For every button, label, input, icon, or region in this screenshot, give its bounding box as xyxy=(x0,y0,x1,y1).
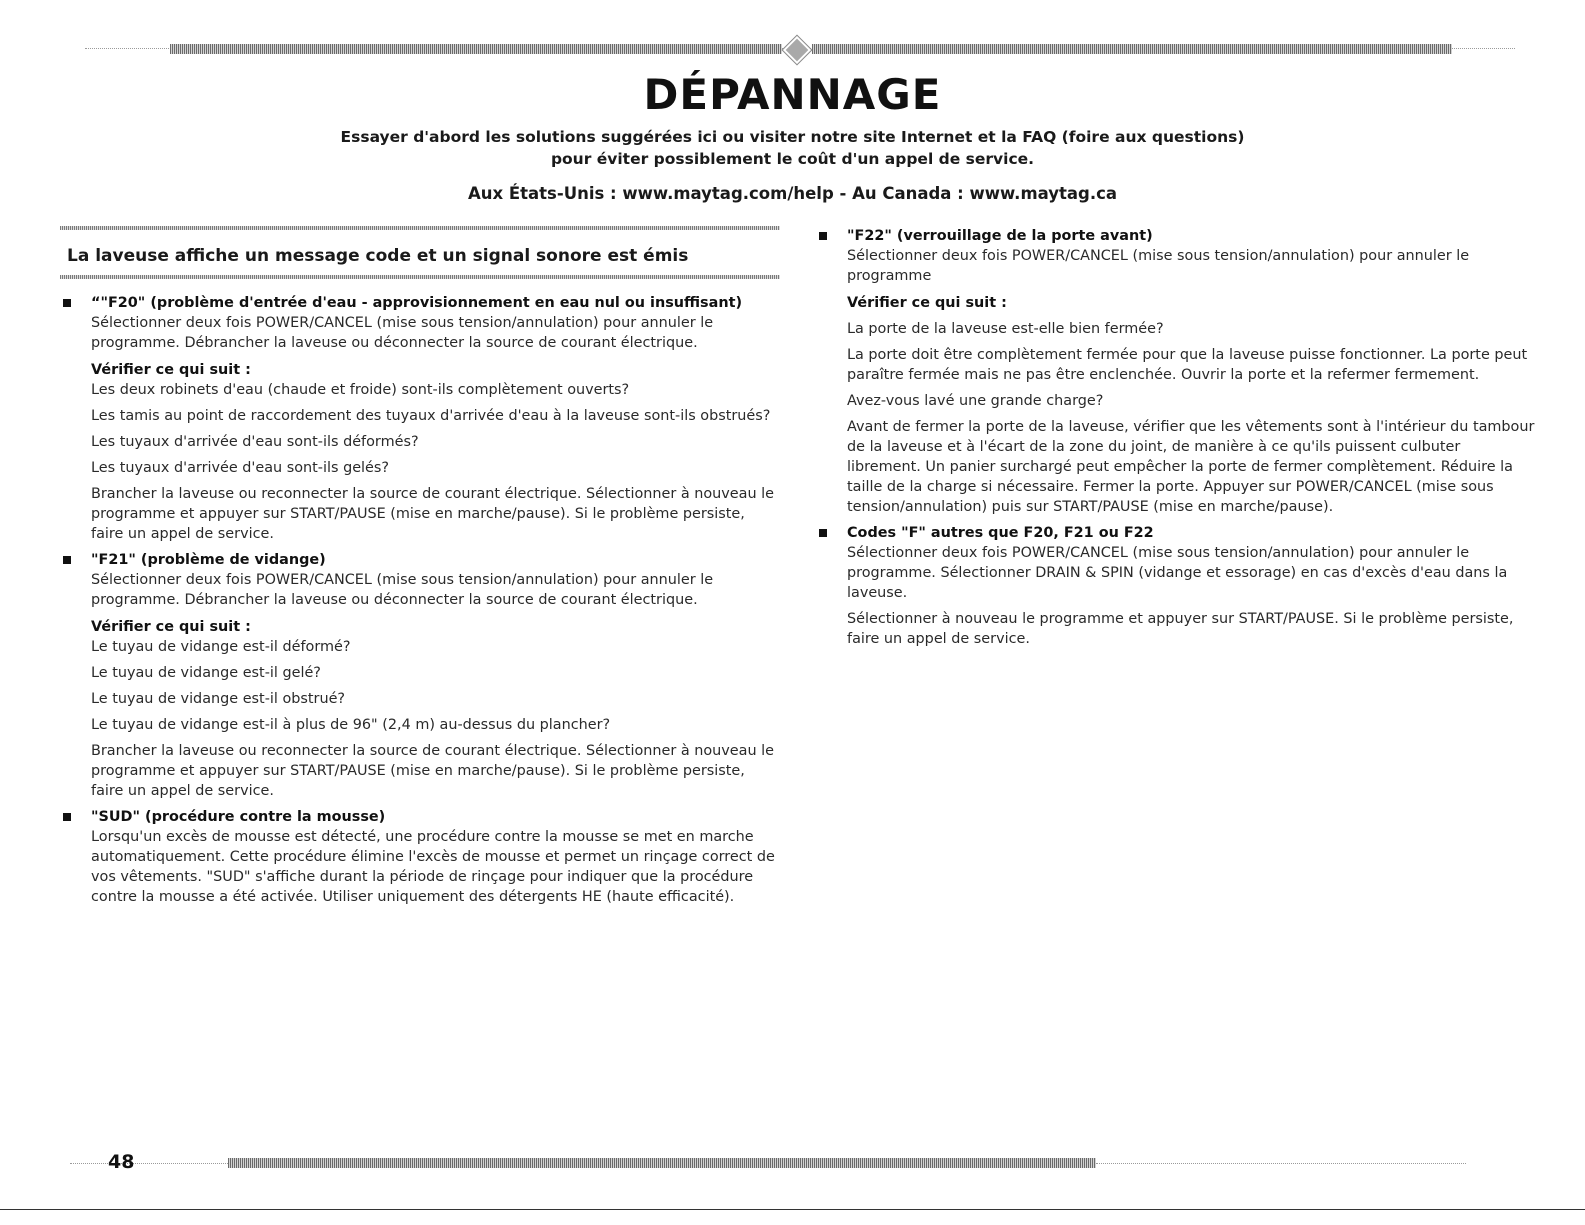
item-title: Codes "F" autres que F20, F21 ou F22 xyxy=(847,525,1154,541)
check-title: Vérifier ce qui suit : xyxy=(91,619,251,635)
intro-line-2: pour éviter possiblement le coût d'un appel de service. xyxy=(550,150,1035,168)
check-line: Le tuyau de vidange est-il gelé? xyxy=(91,665,321,681)
page-title: DÉPANNAGE xyxy=(643,70,942,119)
footer-dotted-rule-left xyxy=(70,1163,230,1164)
check-line: La porte de la laveuse est-elle bien fermée? xyxy=(847,321,1164,337)
item-intro: Sélectionner deux fois POWER/CANCEL (mise sous tension/annulation) pour annuler le programme xyxy=(847,248,1470,284)
error-item-f21 xyxy=(60,550,780,801)
item-title: "SUD" (procédure contre la mousse) xyxy=(91,809,386,825)
item-intro: Lorsqu'un excès de mousse est détecté, une procédure contre la mousse se met en marche automatiquement. Cette procédure élimine l'excès de mousse et permet un rinçage correct de vos vêtements. "SUD" s'affiche durant la période de rinçage pour indiquer que la procédure contre la mousse a été activée. Utiliser uniquement des détergents HE (haute efficacité). xyxy=(91,829,775,905)
intro-text xyxy=(0,126,1585,170)
square-bullet-icon xyxy=(63,813,71,821)
square-bullet-icon xyxy=(819,232,827,240)
check-line: Avant de fermer la porte de la laveuse, vérifier que les vêtements sont à l'intérieur du tambour de la laveuse et à l'écart de la zone du joint, de manière à ce qu'ils puissent culbuter librement. Un panier surchargé peut empêcher la porte de fermer complètement. Réduire la taille de la charge si nécessaire. Fermer la porte. Appuyer sur POWER/CANCEL (mise sous tension/annulation) puis sur START/PAUSE (mise en marche/pause). xyxy=(847,419,1535,515)
check-line: Brancher la laveuse ou reconnecter la source de courant électrique. Sélectionner à nouveau le programme et appuyer sur START/PAUSE (mise en marche/pause). Si le problème persiste, faire un appel de service. xyxy=(91,486,775,542)
support-links: Aux États-Unis : www.maytag.com/help - Au Canada : www.maytag.ca xyxy=(467,184,1118,203)
error-item-other-f-codes xyxy=(816,523,1536,649)
header-diamond-ornament xyxy=(783,36,811,64)
header-band-left xyxy=(170,44,782,54)
square-bullet-icon xyxy=(63,556,71,564)
section-title: La laveuse affiche un message code et un signal sonore est émis xyxy=(67,246,689,266)
right-column xyxy=(816,226,1536,655)
item-title: “"F20" (problème d'entrée d'eau - approvisionnement en eau nul ou insuffisant) xyxy=(91,295,743,311)
check-line: La porte doit être complètement fermée pour que la laveuse puisse fonctionner. La porte peut paraître fermée mais ne pas être enclenchée. Ouvrir la porte et la refermer fermement. xyxy=(847,347,1528,383)
item-title: "F21" (problème de vidange) xyxy=(91,552,326,568)
check-line: Le tuyau de vidange est-il à plus de 96" (2,4 m) au-dessus du plancher? xyxy=(91,717,611,733)
footer-dotted-rule-right xyxy=(1096,1163,1466,1164)
check-title: Vérifier ce qui suit : xyxy=(847,295,1007,311)
item-intro: Sélectionner deux fois POWER/CANCEL (mise sous tension/annulation) pour annuler le programme. Débrancher la laveuse ou déconnecter la source de courant électrique. xyxy=(91,315,714,351)
check-line: Brancher la laveuse ou reconnecter la source de courant électrique. Sélectionner à nouveau le programme et appuyer sur START/PAUSE (mise en marche/pause). Si le problème persiste, faire un appel de service. xyxy=(91,743,775,799)
check-line: Le tuyau de vidange est-il déformé? xyxy=(91,639,351,655)
section-rule-bottom xyxy=(60,275,780,279)
check-line: Les tamis au point de raccordement des tuyaux d'arrivée d'eau à la laveuse sont-ils obstrués? xyxy=(91,408,771,424)
check-line: Le tuyau de vidange est-il obstrué? xyxy=(91,691,346,707)
check-line: Les tuyaux d'arrivée d'eau sont-ils déformés? xyxy=(91,434,419,450)
item-title: "F22" (verrouillage de la porte avant) xyxy=(847,228,1153,244)
square-bullet-icon xyxy=(63,299,71,307)
item-intro: Sélectionner deux fois POWER/CANCEL (mise sous tension/annulation) pour annuler le programme. Débrancher la laveuse ou déconnecter la source de courant électrique. xyxy=(91,572,714,608)
footer-band xyxy=(228,1158,1096,1168)
header-band-right xyxy=(812,44,1452,54)
error-item-f20 xyxy=(60,293,780,544)
left-column xyxy=(60,226,780,913)
check-line: Les tuyaux d'arrivée d'eau sont-ils gelés? xyxy=(91,460,390,476)
check-line: Les deux robinets d'eau (chaude et froide) sont-ils complètement ouverts? xyxy=(91,382,630,398)
error-item-sud xyxy=(60,807,780,907)
page-bottom-rule xyxy=(0,1209,1585,1210)
check-line: Avez-vous lavé une grande charge? xyxy=(847,393,1104,409)
error-item-f22 xyxy=(816,226,1536,517)
intro-line-1: Essayer d'abord les solutions suggérées ici ou visiter notre site Internet et la FAQ (foire aux questions) xyxy=(340,128,1245,146)
check-title: Vérifier ce qui suit : xyxy=(91,362,251,378)
item-intro: Sélectionner deux fois POWER/CANCEL (mise sous tension/annulation) pour annuler le programme. Sélectionner DRAIN & SPIN (vidange et essorage) en cas d'excès d'eau dans la laveuse. xyxy=(847,545,1508,601)
item-followup: Sélectionner à nouveau le programme et appuyer sur START/PAUSE. Si le problème persiste, faire un appel de service. xyxy=(847,611,1514,647)
square-bullet-icon xyxy=(819,529,827,537)
page-number: 48 xyxy=(108,1151,135,1173)
